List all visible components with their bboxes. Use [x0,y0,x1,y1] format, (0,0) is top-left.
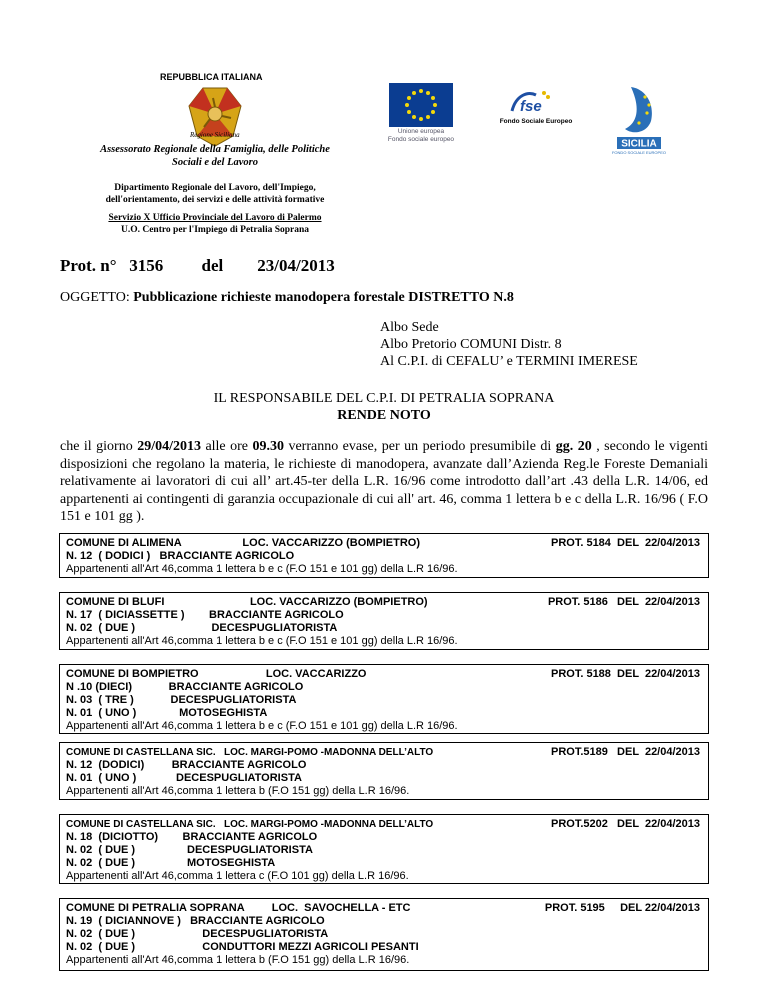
request-box-bompietro: COMUNE DI BOMPIETRO LOC. VACCARIZZO N .10 (DIECI) BRACCIANTE AGRICOLO N. 03 ( TRE ) DECESPUGLIATORISTA N. 01 ( UNO ) MOTOSEGHISTA Appartenenti all'Art 46,comma 1 lettera b e c (F.O 151 e 101 gg) della L.R 16/96. PROT. 5188 DEL 22/04/2013 [59,664,709,734]
body-paragraph: che il giorno 29/04/2013 alle ore 09.30 verranno evase, per un periodo presumibile di gg. 20 , secondo le vigenti disposizioni che regolano la materia, le richieste di manodopera, avanzate dall’Azienda Reg.le Foreste Demaniali relativamente ai lavoratori di cui all’ art.45-ter della L.R. 16/96 come introdotto dall’art .43 della L.R. 14/06, ed appartenenti ai contingenti di garanzia occupazionale di cui all' art. 46, comma 1 lettera b e c della L.R. 16/96 ( F.O 151 e 101 gg ). [60,439,708,524]
fse-caption: Fondo Sociale Europeo [499,118,573,125]
request-prot: PROT.5189 DEL 22/04/2013 [551,746,700,758]
repubblica-label: REPUBBLICA ITALIANA [160,72,263,82]
protocol-date: 23/04/2013 [257,256,335,275]
svg-text:fse: fse [520,98,542,115]
oggetto-text: Pubblicazione richieste manodopera forestale DISTRETTO N.8 [133,290,514,305]
eu-caption: Unione europea Fondo sociale europeo [387,128,455,143]
recipient: Albo Sede [380,320,439,335]
protocol-del: del [201,256,224,275]
assessorato-title: Assessorato Regionale della Famiglia, delle Politiche Sociali e del Lavoro [100,144,330,168]
servizio-title: Servizio X Ufficio Provinciale del Lavoro di Palermo U.O. Centro per l'Impiego di Petralia Soprana [108,213,322,235]
request-box-castellana-1: COMUNE DI CASTELLANA SIC. LOC. MARGI-POMO -MADONNA DELL’ALTO N. 12 (DODICI) BRACCIANTE AGRICOLO N. 01 ( UNO ) DECESPUGLIATORISTA Appartenenti all'Art 46,comma 1 lettera b (F.O 151 gg) della L.R 16/96. PROT.5189 DEL 22/04/2013 [59,742,709,800]
request-prot: PROT. 5188 DEL 22/04/2013 [551,668,700,680]
eu-flag-icon [389,83,453,127]
sicilia-fse-logo-icon [611,83,667,157]
dipartimento-title: Dipartimento Regionale del Lavoro, dell'Impiego, dell'orientamento, dei servizi e delle attività formative [105,183,325,205]
request-prot: PROT. 5186 DEL 22/04/2013 [547,596,700,608]
protocol-line [60,256,335,276]
request-box-castellana-2: COMUNE DI CASTELLANA SIC. LOC. MARGI-POMO -MADONNA DELL’ALTO N. 18 (DICIOTTO) BRACCIANTE AGRICOLO N. 02 ( DUE ) DECESPUGLIATORISTA N. 02 ( DUE ) MOTOSEGHISTA Appartenenti all'Art 46,comma 1 lettera c (F.O 101 gg) della L.R 16/96. PROT.5202 DEL 22/04/2013 [59,814,709,884]
regione-script-label: Regione Siciliana [190,131,240,139]
request-prot: PROT.5202 DEL 22/04/2013 [551,818,700,830]
recipients-list [380,319,638,370]
sicilia-logo-sub: FONDO SOCIALE EUROPEO [611,150,667,155]
recipient: Albo Pretorio COMUNI Distr. 8 [380,337,562,352]
request-box-blufi: COMUNE DI BLUFI LOC. VACCARIZZO (BOMPIETRO) N. 17 ( DICIASSETTE ) BRACCIANTE AGRICOLO N. 02 ( DUE ) DECESPUGLIATORISTA Appartenenti all'Art 46,comma 1 lettera b e c (F.O 151 e 101 gg) della L.R 16/96. PROT. 5186 DEL 22/04/2013 [59,592,709,650]
request-box-petralia: COMUNE DI PETRALIA SOPRANA LOC. SAVOCHELLA - ETC N. 19 ( DICIANNOVE ) BRACCIANTE AGRICOLO N. 02 ( DUE ) DECESPUGLIATORISTA N. 02 ( DUE ) CONDUTTORI MEZZI AGRICOLI PESANTI Appartenenti all'Art 46,comma 1 lettera b (F.O 151 gg) della L.R 16/96. PROT. 5195 DEL 22/04/2013 [59,898,709,971]
request-prot: PROT. 5184 DEL 22/04/2013 [551,537,700,549]
request-box-alimena: COMUNE DI ALIMENA LOC. VACCARIZZO (BOMPIETRO) N. 12 ( DODICI ) BRACCIANTE AGRICOLO Appartenenti all'Art 46,comma 1 lettera b e c (F.O 151 e 101 gg) della L.R 16/96. PROT. 5184 DEL 22/04/2013 [59,533,709,578]
responsabile-heading: IL RESPONSABILE DEL C.P.I. DI PETRALIA SOPRANA RENDE NOTO [213,391,555,423]
protocol-label: Prot. n° [60,256,117,275]
sicilia-logo-label: SICILIA [621,138,657,150]
protocol-number: 3156 [129,256,164,275]
request-prot: PROT. 5195 DEL 22/04/2013 [544,902,700,914]
oggetto-line [60,290,514,306]
oggetto-label: OGGETTO: [60,290,134,305]
fse-logo-icon [506,85,556,121]
recipient: Al C.P.I. di CEFALU’ e TERMINI IMERESE [380,354,638,369]
